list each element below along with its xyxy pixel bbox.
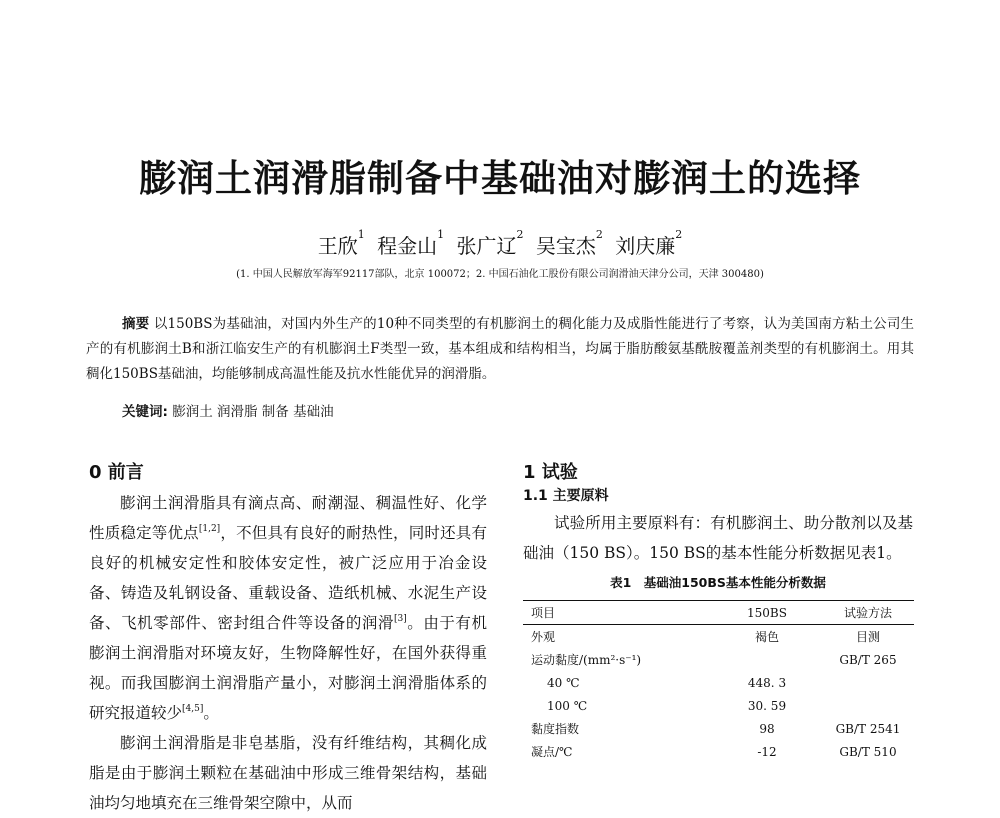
table-row: 黏度指数 98 GB/T 2541 [531,721,901,736]
author: 吴宝杰$^2$ [535,228,603,258]
section-heading-preface: 0 前言 [89,462,144,483]
column-header: 试验方法 [843,606,892,620]
preface-body [89,488,487,818]
author: 王欣$^1$ [317,228,365,258]
author: 刘庆廉$^2$ [615,228,683,258]
citation: [4,5] [182,704,204,714]
abstract [86,312,914,387]
keywords-label: 关键词: [122,404,168,420]
affiliation: (1. 中国人民解放军海军92117部队，北京 100072；2. 中国石油化工股份有限公司润滑油天津分公司，天津 300480) [236,269,764,280]
materials-body [523,508,913,568]
keywords [122,400,334,420]
table-row: 100 ℃ 30. 59 [547,698,787,713]
table-row: 外观 褐色 目测 [531,630,880,644]
base-oil-properties-table [523,600,914,763]
abstract-text: 以150BS为基础油，对国内外生产的10种不同类型的有机膨润土的稠化能力及成脂性能进行了考察，认为美国南方粘土公司生产的有机膨润土B和浙江临安生产的有机膨润土F类型一致，基本组成和结构相当，均属于脂肪酸氨基酰胺覆盖剂类型的有机膨润土。用其稠化150BS基础油，均能够制成高温性能及抗水性能优异的润滑脂。 [86,316,915,382]
citation: [3] [393,614,407,624]
section-heading-experiment: 1 试验 [523,462,578,483]
paper-title: 膨润土润滑脂制备中基础油对膨润土的选择 [139,157,861,200]
table-row: 运动黏度/(mm²·s⁻¹) GB/T 265 [531,652,897,667]
author: 程金山$^1$ [377,228,445,258]
column-header: 项目 [531,606,556,620]
abstract-label: 摘要 [122,316,150,332]
table-header-row [523,601,914,625]
paragraph: 膨润土润滑脂具有滴点高、耐潮湿、稠温性好、化学性质稳定等优点[1,2]，不但具有良好的耐热性，同时还具有良好的机械安定性和胶体安定性，被广泛应用于冶金设备、铸造及轧钢设备、重载设备、造纸机械、水泥生产设备、飞机零部件、密封组合件等设备的润滑[3]。由于有机膨润土润滑脂对环境友好，生物降解性好，在国外获得重视。而我国膨润土润滑脂产量小，对膨润土润滑脂体系的研究报道较少[4,5]。 [89,494,487,722]
author-list [0,230,1000,259]
keywords-text: 膨润土 润滑脂 制备 基础油 [172,404,334,420]
paragraph: 膨润土润滑脂是非皂基脂，没有纤维结构，其稠化成脂是由于膨润土颗粒在基础油中形成三维骨架结构，基础油均匀地填充在三维骨架空隙中，从而 [89,734,487,812]
table-row: 40 ℃ 448. 3 [547,675,787,690]
table-row: 凝点/℃ -12 GB/T 510 [531,744,897,759]
paragraph: 试验所用主要原料有：有机膨润土、助分散剂以及基础油（150 BS）。150 BS的基本性能分析数据见表1。 [523,514,913,562]
column-header: 150BS [747,605,787,620]
citation: [1,2] [198,524,221,534]
author: 张广辽$^2$ [456,228,524,258]
table-caption: 表1 基础油150BS基本性能分析数据 [610,575,826,590]
subsection-heading-materials: 1.1 主要原料 [523,488,609,504]
